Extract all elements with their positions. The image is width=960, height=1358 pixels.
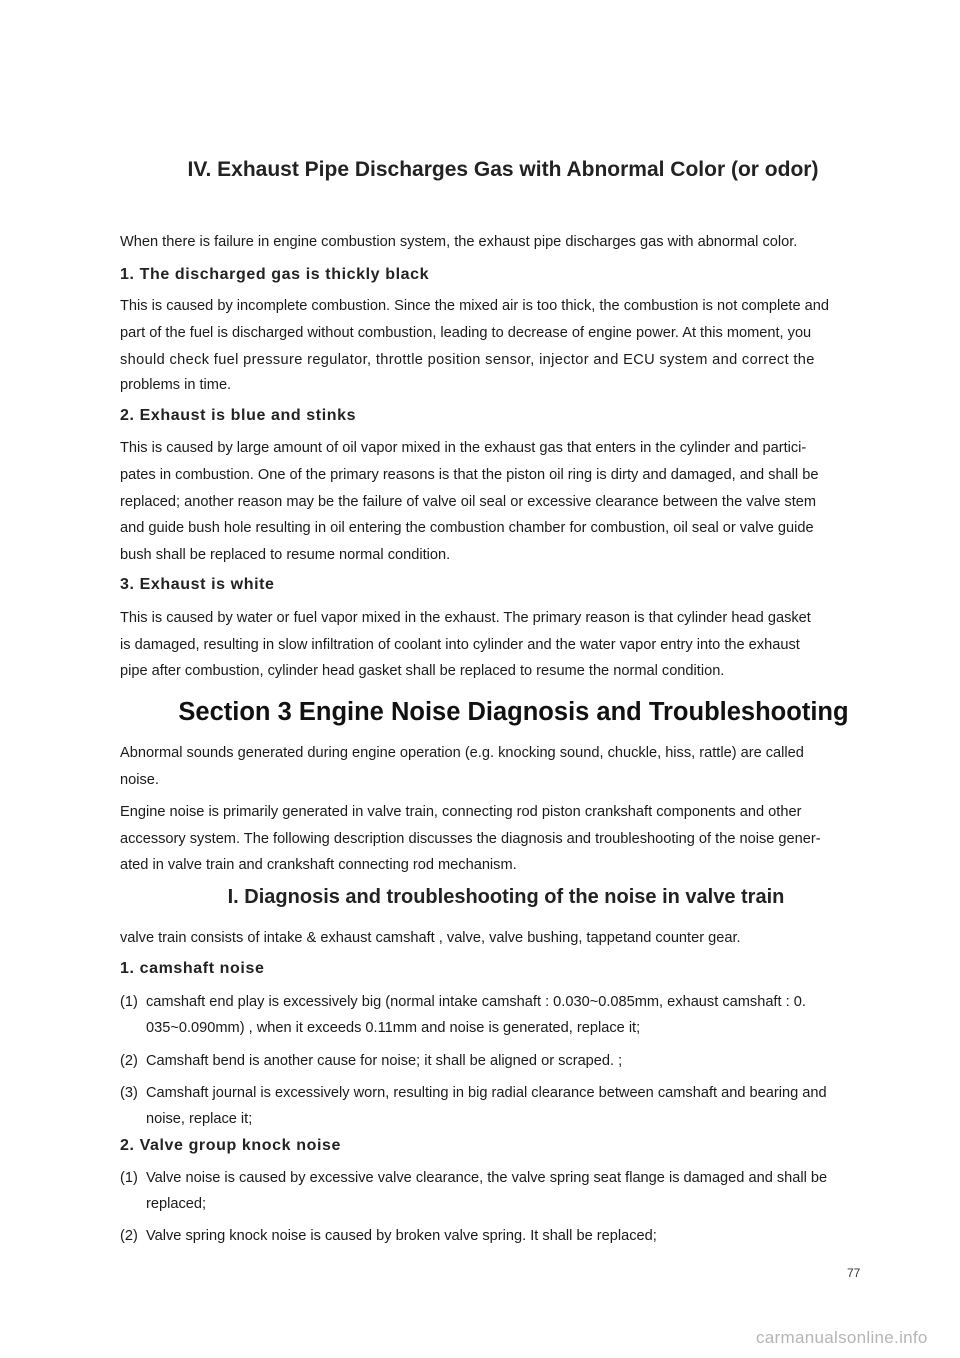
valve-train-intro: valve train consists of intake & exhaust camshaft , valve, valve bushing, tappetand counter gear. <box>120 930 741 946</box>
camshaft-item-2-number: (2) <box>120 1053 138 1069</box>
valve-item-1-line-2: replaced; <box>146 1196 207 1212</box>
valve-item-1-number: (1) <box>120 1170 138 1186</box>
noise-source-line-3: ated in valve train and crankshaft connecting rod mechanism. <box>120 857 517 873</box>
subheading-valve-knock-noise: 2. Valve group knock noise <box>120 1137 342 1154</box>
white-exhaust-line-3: pipe after combustion, cylinder head gasket shall be replaced to resume the normal condition. <box>120 663 725 679</box>
valve-item-2-line-1: Valve spring knock noise is caused by broken valve spring. It shall be replaced; <box>146 1228 657 1244</box>
noise-definition-line-2: noise. <box>120 772 159 788</box>
blue-exhaust-line-2: pates in combustion. One of the primary reasons is that the piston oil ring is dirty and damaged, and shall be <box>120 467 819 483</box>
exhaust-section-title: IV. Exhaust Pipe Discharges Gas with Abnormal Color (or odor) <box>187 158 819 181</box>
camshaft-item-3-line-2: noise, replace it; <box>146 1111 253 1127</box>
black-exhaust-line-4: problems in time. <box>120 377 232 393</box>
camshaft-item-3-number: (3) <box>120 1085 138 1101</box>
white-exhaust-line-2: is damaged, resulting in slow infiltration of coolant into cylinder and the water vapor entry into the exhaust <box>120 637 800 653</box>
blue-exhaust-line-4: and guide bush hole resulting in oil entering the combustion chamber for combustion, oil seal or valve guide <box>120 520 814 536</box>
camshaft-item-1-line-2: 035~0.090mm) , when it exceeds 0.11mm and noise is generated, replace it; <box>146 1020 641 1036</box>
valve-item-1-line-1: Valve noise is caused by excessive valve clearance, the valve spring seat flange is damaged and shall be <box>146 1170 828 1186</box>
subheading-camshaft-noise: 1. camshaft noise <box>120 960 265 977</box>
noise-source-line-2: accessory system. The following description discusses the diagnosis and troubleshooting of the noise gener- <box>120 831 821 847</box>
subheading-black-exhaust: 1. The discharged gas is thickly black <box>120 266 430 283</box>
blue-exhaust-line-1: This is caused by large amount of oil vapor mixed in the exhaust gas that enters in the cylinder and partici- <box>120 440 807 456</box>
black-exhaust-line-3: should check fuel pressure regulator, throttle position sensor, injector and ECU system and correct the <box>120 352 815 368</box>
subheading-white-exhaust: 3. Exhaust is white <box>120 576 275 593</box>
valve-item-2-number: (2) <box>120 1228 138 1244</box>
camshaft-item-3-line-1: Camshaft journal is excessively worn, resulting in big radial clearance between camshaft and bearing and <box>146 1085 827 1101</box>
subheading-blue-exhaust: 2. Exhaust is blue and stinks <box>120 407 357 424</box>
camshaft-item-2-line-1: Camshaft bend is another cause for noise; it shall be aligned or scraped. ; <box>146 1053 623 1069</box>
noise-source-line-1: Engine noise is primarily generated in valve train, connecting rod piston crankshaft components and other <box>120 804 802 820</box>
page-number: 77 <box>847 1266 861 1280</box>
section-3-title: Section 3 Engine Noise Diagnosis and Troubleshooting <box>178 698 849 726</box>
camshaft-item-1-line-1: camshaft end play is excessively big (normal intake camshaft : 0.030~0.085mm, exhaust camshaft : 0. <box>146 994 806 1010</box>
watermark-text: carmanualsonline.info <box>756 1328 928 1347</box>
noise-definition-line-1: Abnormal sounds generated during engine operation (e.g. knocking sound, chuckle, hiss, rattle) are called <box>120 745 804 761</box>
blue-exhaust-line-5: bush shall be replaced to resume normal condition. <box>120 547 451 563</box>
valve-train-title: I. Diagnosis and troubleshooting of the noise in valve train <box>227 886 785 908</box>
exhaust-intro: When there is failure in engine combustion system, the exhaust pipe discharges gas with abnormal color. <box>120 234 798 250</box>
camshaft-item-1-number: (1) <box>120 994 138 1010</box>
white-exhaust-line-1: This is caused by water or fuel vapor mixed in the exhaust. The primary reason is that cylinder head gasket <box>120 610 811 626</box>
black-exhaust-line-2: part of the fuel is discharged without combustion, leading to decrease of engine power. At this moment, you <box>120 325 812 341</box>
blue-exhaust-line-3: replaced; another reason may be the failure of valve oil seal or excessive clearance between the valve stem <box>120 494 817 510</box>
black-exhaust-line-1: This is caused by incomplete combustion. Since the mixed air is too thick, the combustion is not complete and <box>120 298 829 314</box>
